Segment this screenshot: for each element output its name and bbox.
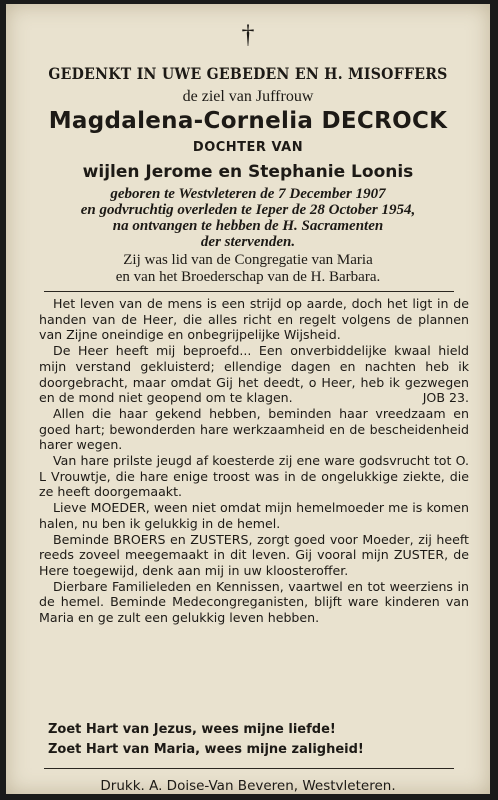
job-reference: JOB 23. bbox=[422, 390, 469, 406]
bio-line: der stervenden. bbox=[200, 234, 296, 250]
bio-line: na ontvangen te hebben de H. Sacramenten bbox=[112, 218, 384, 234]
parents: wijlen Jerome en Stephanie Loonis bbox=[82, 162, 414, 182]
paragraph: Van hare prilste jeugd af koesterde zij ene ware godsvrucht tot O. L Vrouwtje, die hare enige troost was in de ongelukkige ziekte, die ze heeft doorgemaakt. bbox=[39, 453, 469, 500]
paragraph: Lieve MOEDER, ween niet omdat mijn hemelmoeder me is komen halen, nu ben ik gelukkig in de hemel. bbox=[39, 500, 469, 531]
membership-line: en van het Broederschap van de H. Barbara. bbox=[115, 269, 381, 285]
divider bbox=[44, 768, 454, 769]
paragraph: Beminde BROERS en ZUSTERS, zorgt goed voor Moeder, zij heeft reeds zoveel meegemaakt in dit leven. Gij vooral mijn ZUSTER, de Here toegewijd, denk aan mij in uw kloosteroffer. bbox=[39, 531, 469, 578]
paragraph: Het leven van de mens is een strijd op aarde, doch het ligt in de handen van de Heer, die alles richt en regelt volgens de plannen van Zijne oneindige en onbegrijpelijke Wijsheid. bbox=[39, 296, 469, 343]
cross-icon: † bbox=[241, 20, 255, 49]
bio-line: en godvruchtig overleden te Ieper de 28 October 1954, bbox=[80, 202, 416, 218]
membership-line: Zij was lid van de Congregatie van Maria bbox=[123, 252, 373, 268]
body-text bbox=[39, 296, 469, 626]
paragraph: Allen die haar gekend hebben, beminden haar vreedzaam en goed hart; bewonderden hare werkzaamheid en de bescheidenheid harer wegen. bbox=[39, 405, 469, 453]
biography bbox=[6, 186, 490, 250]
paragraph: Dierbare Familieleden en Kennissen, vaartwel en tot weerziens in de hemel. Beminde Medecongreganisten, blijft ware kinderen van Maria en ge zult een gelukkig leven hebben. bbox=[39, 578, 469, 626]
subheading: de ziel van Juffrouw bbox=[182, 88, 314, 105]
membership bbox=[6, 252, 490, 286]
printer-credit: Drukk. A. Doise-Van Beveren, Westvleteren. bbox=[100, 778, 396, 794]
paragraph-text: De Heer heeft mij beproefd... Een onverbiddelijke kwaal hield mijn verstand gekluisterd; ellendige dagen en nachten heb ik doorgebracht, maar omdat Gij het deedt, o Heer, heb ik gezwegen en de mond niet geopend om te klagen. bbox=[39, 343, 469, 406]
prayer-line: Zoet Hart van Maria, wees mijne zaligheid! bbox=[48, 742, 364, 757]
heading: GEDENKT IN UWE GEBEDEN EN H. MISOFFERS bbox=[48, 64, 448, 83]
deceased-name: Magdalena-Cornelia DECROCK bbox=[48, 108, 448, 134]
paragraph bbox=[39, 343, 469, 406]
bio-line: geboren te Westvleteren de 7 December 1907 bbox=[110, 186, 386, 202]
prayer-line: Zoet Hart van Jezus, wees mijne liefde! bbox=[48, 722, 336, 737]
divider bbox=[44, 291, 454, 292]
memorial-card bbox=[6, 4, 490, 794]
daughter-of: DOCHTER VAN bbox=[192, 140, 304, 155]
